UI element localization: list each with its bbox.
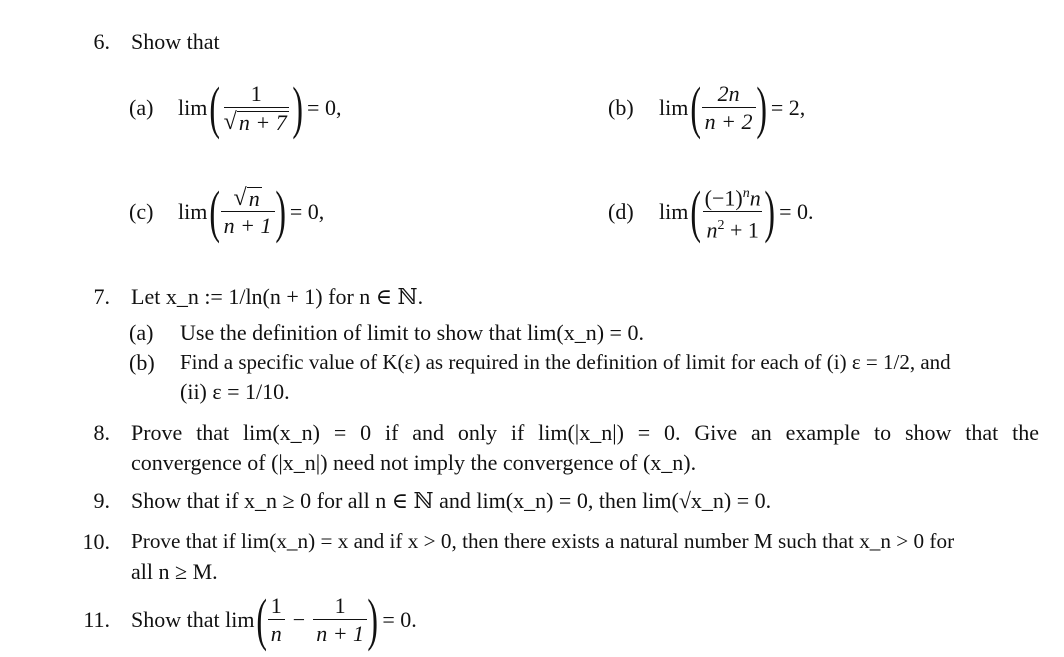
lim-operator: lim <box>178 95 208 120</box>
numerator: 2n <box>717 81 740 106</box>
problem-11-number: 11. <box>83 607 110 632</box>
part-6d-label: (d) <box>608 199 634 224</box>
numerator: 1 <box>250 81 262 106</box>
denominator: n <box>268 619 285 647</box>
part-7b-label: (b) <box>129 350 155 375</box>
sqrt <box>234 186 262 210</box>
fraction <box>702 181 764 244</box>
problem-10-line1: Prove that if lim(x_n) = x and if x > 0, then there exists a natural number M such that x_n > 0 for <box>131 529 955 553</box>
numerator: 1 <box>270 593 282 618</box>
problem-6-intro: Show that <box>131 29 220 54</box>
left-paren: ( <box>209 179 221 244</box>
sqrt-symbol: √ <box>233 185 247 211</box>
radicand: n + 7 <box>238 110 287 135</box>
lim-operator: lim <box>659 95 689 120</box>
problem-10-line2: all n ≥ M. <box>131 559 218 584</box>
part-7b-line1: Find a specific value of K(ε) as required in the definition of limit for each of (i) ε = 1/2, and <box>180 350 951 374</box>
numerator: $(-1)^nn$ <box>704 185 761 210</box>
denominator: $n^2 + 1$ <box>703 211 761 243</box>
left-paren: ( <box>690 75 702 140</box>
right-paren: ) <box>292 75 303 140</box>
part-7a-label: (a) <box>129 320 154 345</box>
left-paren: ( <box>256 587 268 652</box>
result: = 0, <box>289 199 325 224</box>
result: = 2, <box>770 95 806 120</box>
fraction <box>221 81 292 135</box>
denominator: n + 2 <box>702 107 756 135</box>
right-paren: ) <box>764 179 775 244</box>
problem-8-line1: Prove that lim(x_n) = 0 if and only if lim(|x_n|) = 0. Give an example to show that the <box>131 420 1039 445</box>
fraction-2 <box>313 593 367 647</box>
sqrt-symbol: √ <box>223 109 237 135</box>
part-6b-expression <box>659 75 806 140</box>
minus-sign: − <box>292 607 306 632</box>
problem-9-text: Show that if x_n ≥ 0 for all n ∈ ℕ and lim(x_n) = 0, then lim(√x_n) = 0. <box>131 488 772 513</box>
numerator <box>231 185 265 211</box>
result: = 0, <box>307 95 342 120</box>
problem-8-number: 8. <box>93 420 110 445</box>
radicand: n <box>248 186 260 211</box>
fraction <box>221 185 275 239</box>
part-6c-label: (c) <box>129 199 154 224</box>
part-6b-label: (b) <box>608 95 634 120</box>
fraction <box>702 81 756 135</box>
lim-operator: lim <box>178 199 208 224</box>
result: = 0. <box>382 607 417 632</box>
left-paren: ( <box>209 75 221 140</box>
denominator: n + 1 <box>313 619 367 647</box>
problem-7-stem: Let x_n := 1/ln(n + 1) for n ∈ ℕ. <box>131 284 424 309</box>
problem-6-number: 6. <box>93 29 110 54</box>
numerator: 1 <box>334 593 346 618</box>
problem-8-line2: convergence of (|x_n|) need not imply the convergence of (x_n). <box>131 450 697 475</box>
problem-9-number: 9. <box>93 488 110 513</box>
denominator <box>221 107 292 135</box>
right-paren: ) <box>367 587 379 652</box>
sqrt <box>224 110 289 134</box>
part-6a-label: (a) <box>129 95 154 120</box>
part-7b-line2: (ii) ε = 1/10. <box>180 379 290 404</box>
problem-11-intro: Show that lim <box>131 607 255 632</box>
part-7a-text: Use the definition of limit to show that lim(x_n) = 0. <box>180 320 644 345</box>
right-paren: ) <box>755 75 767 140</box>
lim-operator: lim <box>659 199 689 224</box>
part-6c-expression <box>178 179 325 244</box>
problem-7-number: 7. <box>93 284 110 309</box>
problem-11-expression <box>131 587 417 652</box>
left-paren: ( <box>690 179 702 244</box>
right-paren: ) <box>274 179 286 244</box>
denominator: n + 1 <box>221 211 275 239</box>
fraction-1 <box>268 593 285 647</box>
problem-10-number: 10. <box>82 529 110 554</box>
part-6d-expression <box>659 179 814 244</box>
part-6a-expression <box>178 75 342 140</box>
result: = 0. <box>779 199 814 224</box>
